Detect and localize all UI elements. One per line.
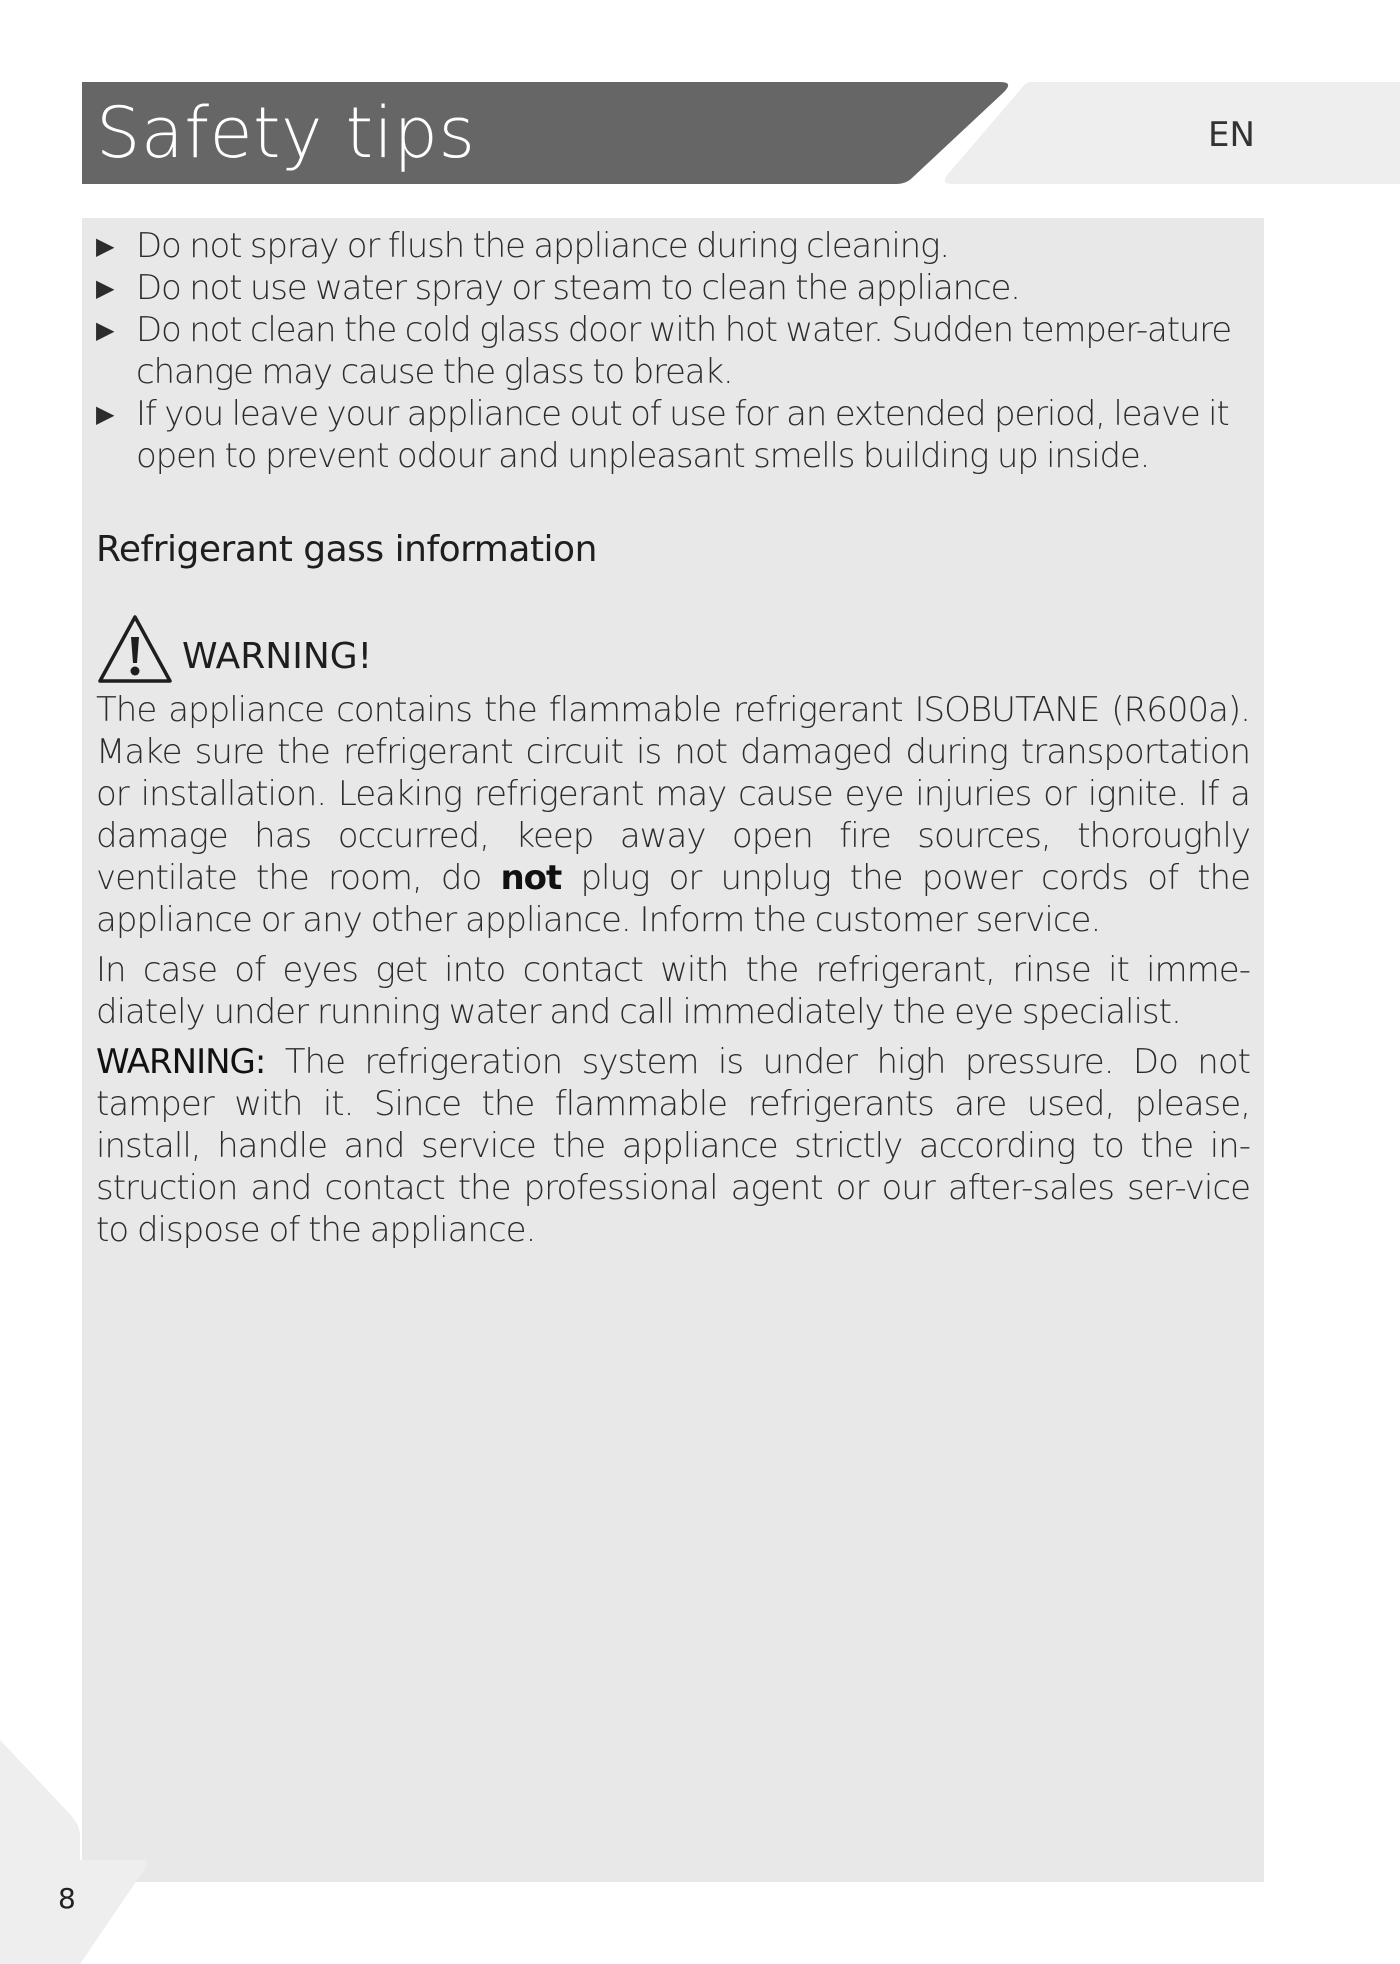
- bullet-item: [96, 267, 1250, 309]
- emphasis-text: not: [500, 858, 562, 898]
- safety-bullet-list: [96, 225, 1250, 477]
- bullet-arrow-icon: ▶: [96, 274, 114, 302]
- eye-contact-paragraph: In case of eyes get into contact with the refrigerant, rinse it imme-diately under running water and call immediately the eye specialist.: [96, 950, 1250, 1032]
- bullet-item: [96, 309, 1250, 393]
- paragraph-text: The refrigeration system is under high pressure. Do not tamper with it. Since the flammable refrigerants are used, please, install, handle and service the appliance strictly according to the in-struction and contact the professional agent or our after-sales ser-vice to dispose of the appliance.: [96, 1042, 1250, 1250]
- refrigerant-paragraph: [96, 689, 1250, 941]
- warning-title: WARNING!: [182, 636, 373, 677]
- bullet-text: If you leave your appliance out of use for an extended period, leave it open to prevent odour and unpleasant smells building up inside.: [136, 394, 1229, 476]
- warning-header: [96, 611, 1250, 685]
- bullet-item: [96, 393, 1250, 477]
- warning-triangle-icon: [96, 613, 174, 685]
- content-area: [96, 225, 1250, 1251]
- bullet-item: [96, 225, 1250, 267]
- pressure-warning-paragraph: [96, 1041, 1250, 1251]
- bullet-arrow-icon: ▶: [96, 400, 114, 428]
- page-number: 8: [58, 1882, 76, 1915]
- bullet-text: Do not spray or flush the appliance during cleaning.: [136, 226, 949, 266]
- bullet-arrow-icon: ▶: [96, 232, 114, 260]
- warning-label: WARNING:: [96, 1042, 266, 1082]
- bullet-text: Do not clean the cold glass door with hot water. Sudden temper-ature change may cause the glass to break.: [136, 310, 1231, 392]
- bullet-arrow-icon: ▶: [96, 316, 114, 344]
- footer-corner-decoration: [0, 1740, 160, 1964]
- paragraph-text: plug or unplug the power cords of the appliance or any other appliance. Inform the customer service.: [96, 858, 1250, 940]
- section-heading: Refrigerant gass information: [96, 529, 597, 570]
- bullet-text: Do not use water spray or steam to clean the appliance.: [136, 268, 1020, 308]
- paragraph-text: The appliance contains the flammable refrigerant ISOBUTANE (R600a). Make sure the refrigerant circuit is not damaged during transportation or installation. Leaking refrigerant may cause eye injuries or ignite. If a damage has occurred, keep away open fire sources, thoroughly ventilate the room, do: [96, 690, 1250, 898]
- language-code: EN: [1208, 115, 1255, 155]
- page-title: Safety tips: [96, 92, 476, 174]
